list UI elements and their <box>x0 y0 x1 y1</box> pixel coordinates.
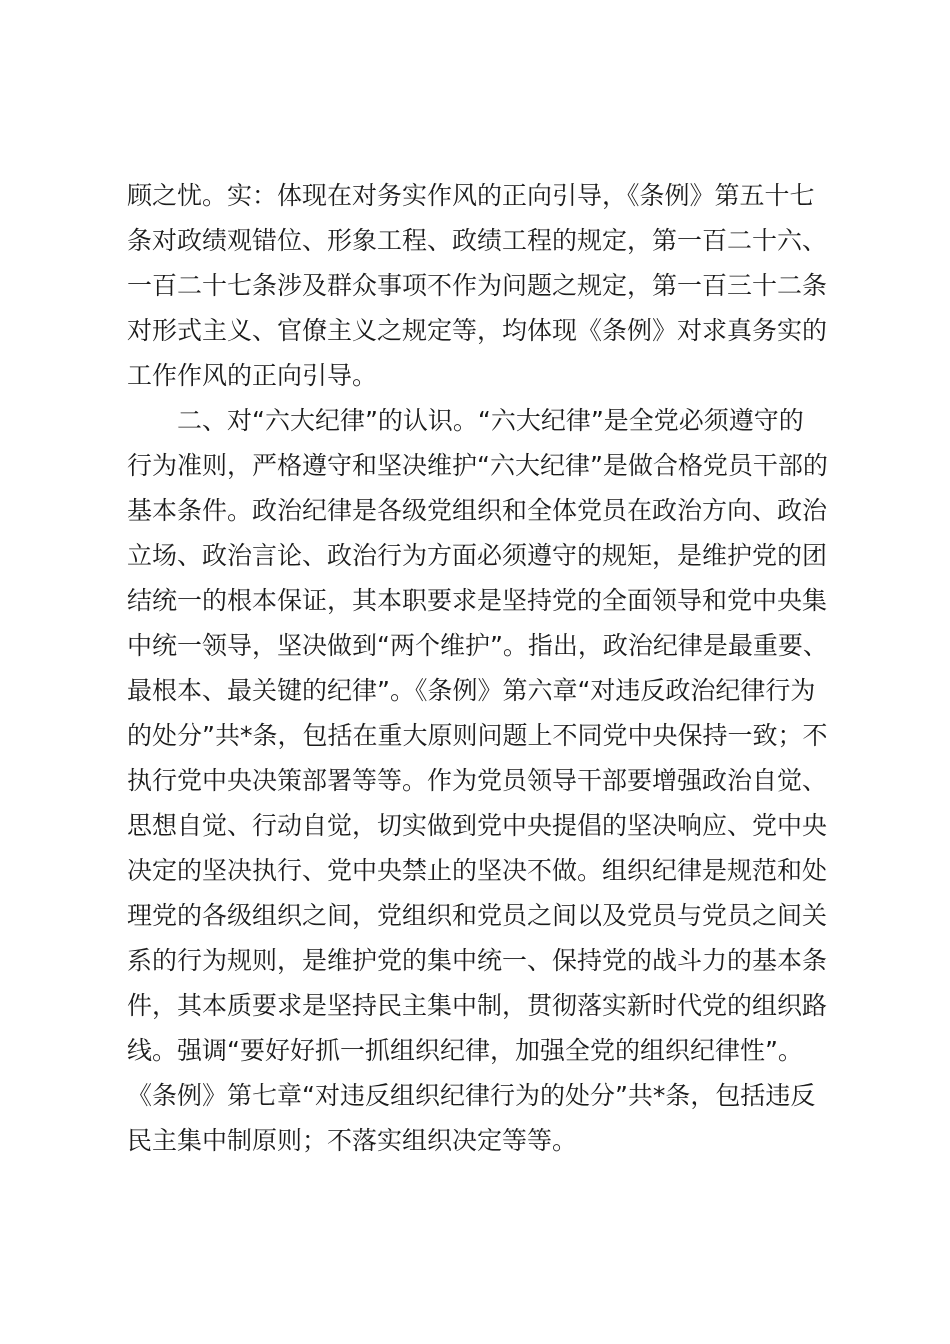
paragraph-line: 对形式主义、官僚主义之规定等，均体现《条例》对求真务实的 <box>127 316 828 345</box>
paragraph-line: 结统一的根本保证，其本职要求是坚持党的全面领导和党中央集 <box>127 586 828 615</box>
paragraph-line: 立场、政治言论、政治行为方面必须遵守的规矩，是维护党的团 <box>127 541 828 570</box>
paragraph-line: 的处分”共*条，包括在重大原则问题上不同党中央保持一致；不 <box>127 721 828 750</box>
paragraph-line: 一百二十七条涉及群众事项不作为问题之规定，第一百三十二条 <box>127 271 828 300</box>
paragraph-line: 条对政绩观错位、形象工程、政绩工程的规定，第一百二十六、 <box>127 226 828 255</box>
paragraph-line: 决定的坚决执行、党中央禁止的坚决不做。组织纪律是规范和处 <box>127 856 828 885</box>
paragraph-line: 理党的各级组织之间，党组织和党员之间以及党员与党员之间关 <box>127 901 828 930</box>
paragraph-line: 行为准则，严格遵守和坚决维护“六大纪律”是做合格党员干部的 <box>127 451 828 480</box>
paragraph-line: 《条例》第七章“对违反组织纪律行为的处分”共*条，包括违反 <box>127 1081 816 1110</box>
paragraph-line: 民主集中制原则；不落实组织决定等等。 <box>127 1126 578 1155</box>
paragraph-line: 中统一领导，坚决做到“两个维护”。指出，政治纪律是最重要、 <box>127 631 828 660</box>
paragraph-line: 系的行为规则，是维护党的集中统一、保持党的战斗力的基本条 <box>127 946 828 975</box>
paragraph-line: 工作作风的正向引导。 <box>127 361 378 390</box>
paragraph-line: 二、对“六大纪律”的认识。“六大纪律”是全党必须遵守的 <box>177 406 804 435</box>
paragraph-line: 执行党中央决策部署等等。作为党员领导干部要增强政治自觉、 <box>127 766 828 795</box>
paragraph-line: 最根本、最关键的纪律”。《条例》第六章“对违反政治纪律行为 <box>127 676 816 705</box>
paragraph-line: 顾之忧。实：体现在对务实作风的正向引导，《条例》第五十七 <box>127 181 815 210</box>
paragraph-line: 基本条件。政治纪律是各级党组织和全体党员在政治方向、政治 <box>127 496 828 525</box>
paragraph-line: 件，其本质要求是坚持民主集中制，贯彻落实新时代党的组织路 <box>127 991 828 1020</box>
paragraph-line: 思想自觉、行动自觉，切实做到党中央提倡的坚决响应、党中央 <box>127 811 828 840</box>
paragraph-line: 线。强调“要好好抓一抓组织纪律，加强全党的组织纪律性”。 <box>127 1036 803 1065</box>
